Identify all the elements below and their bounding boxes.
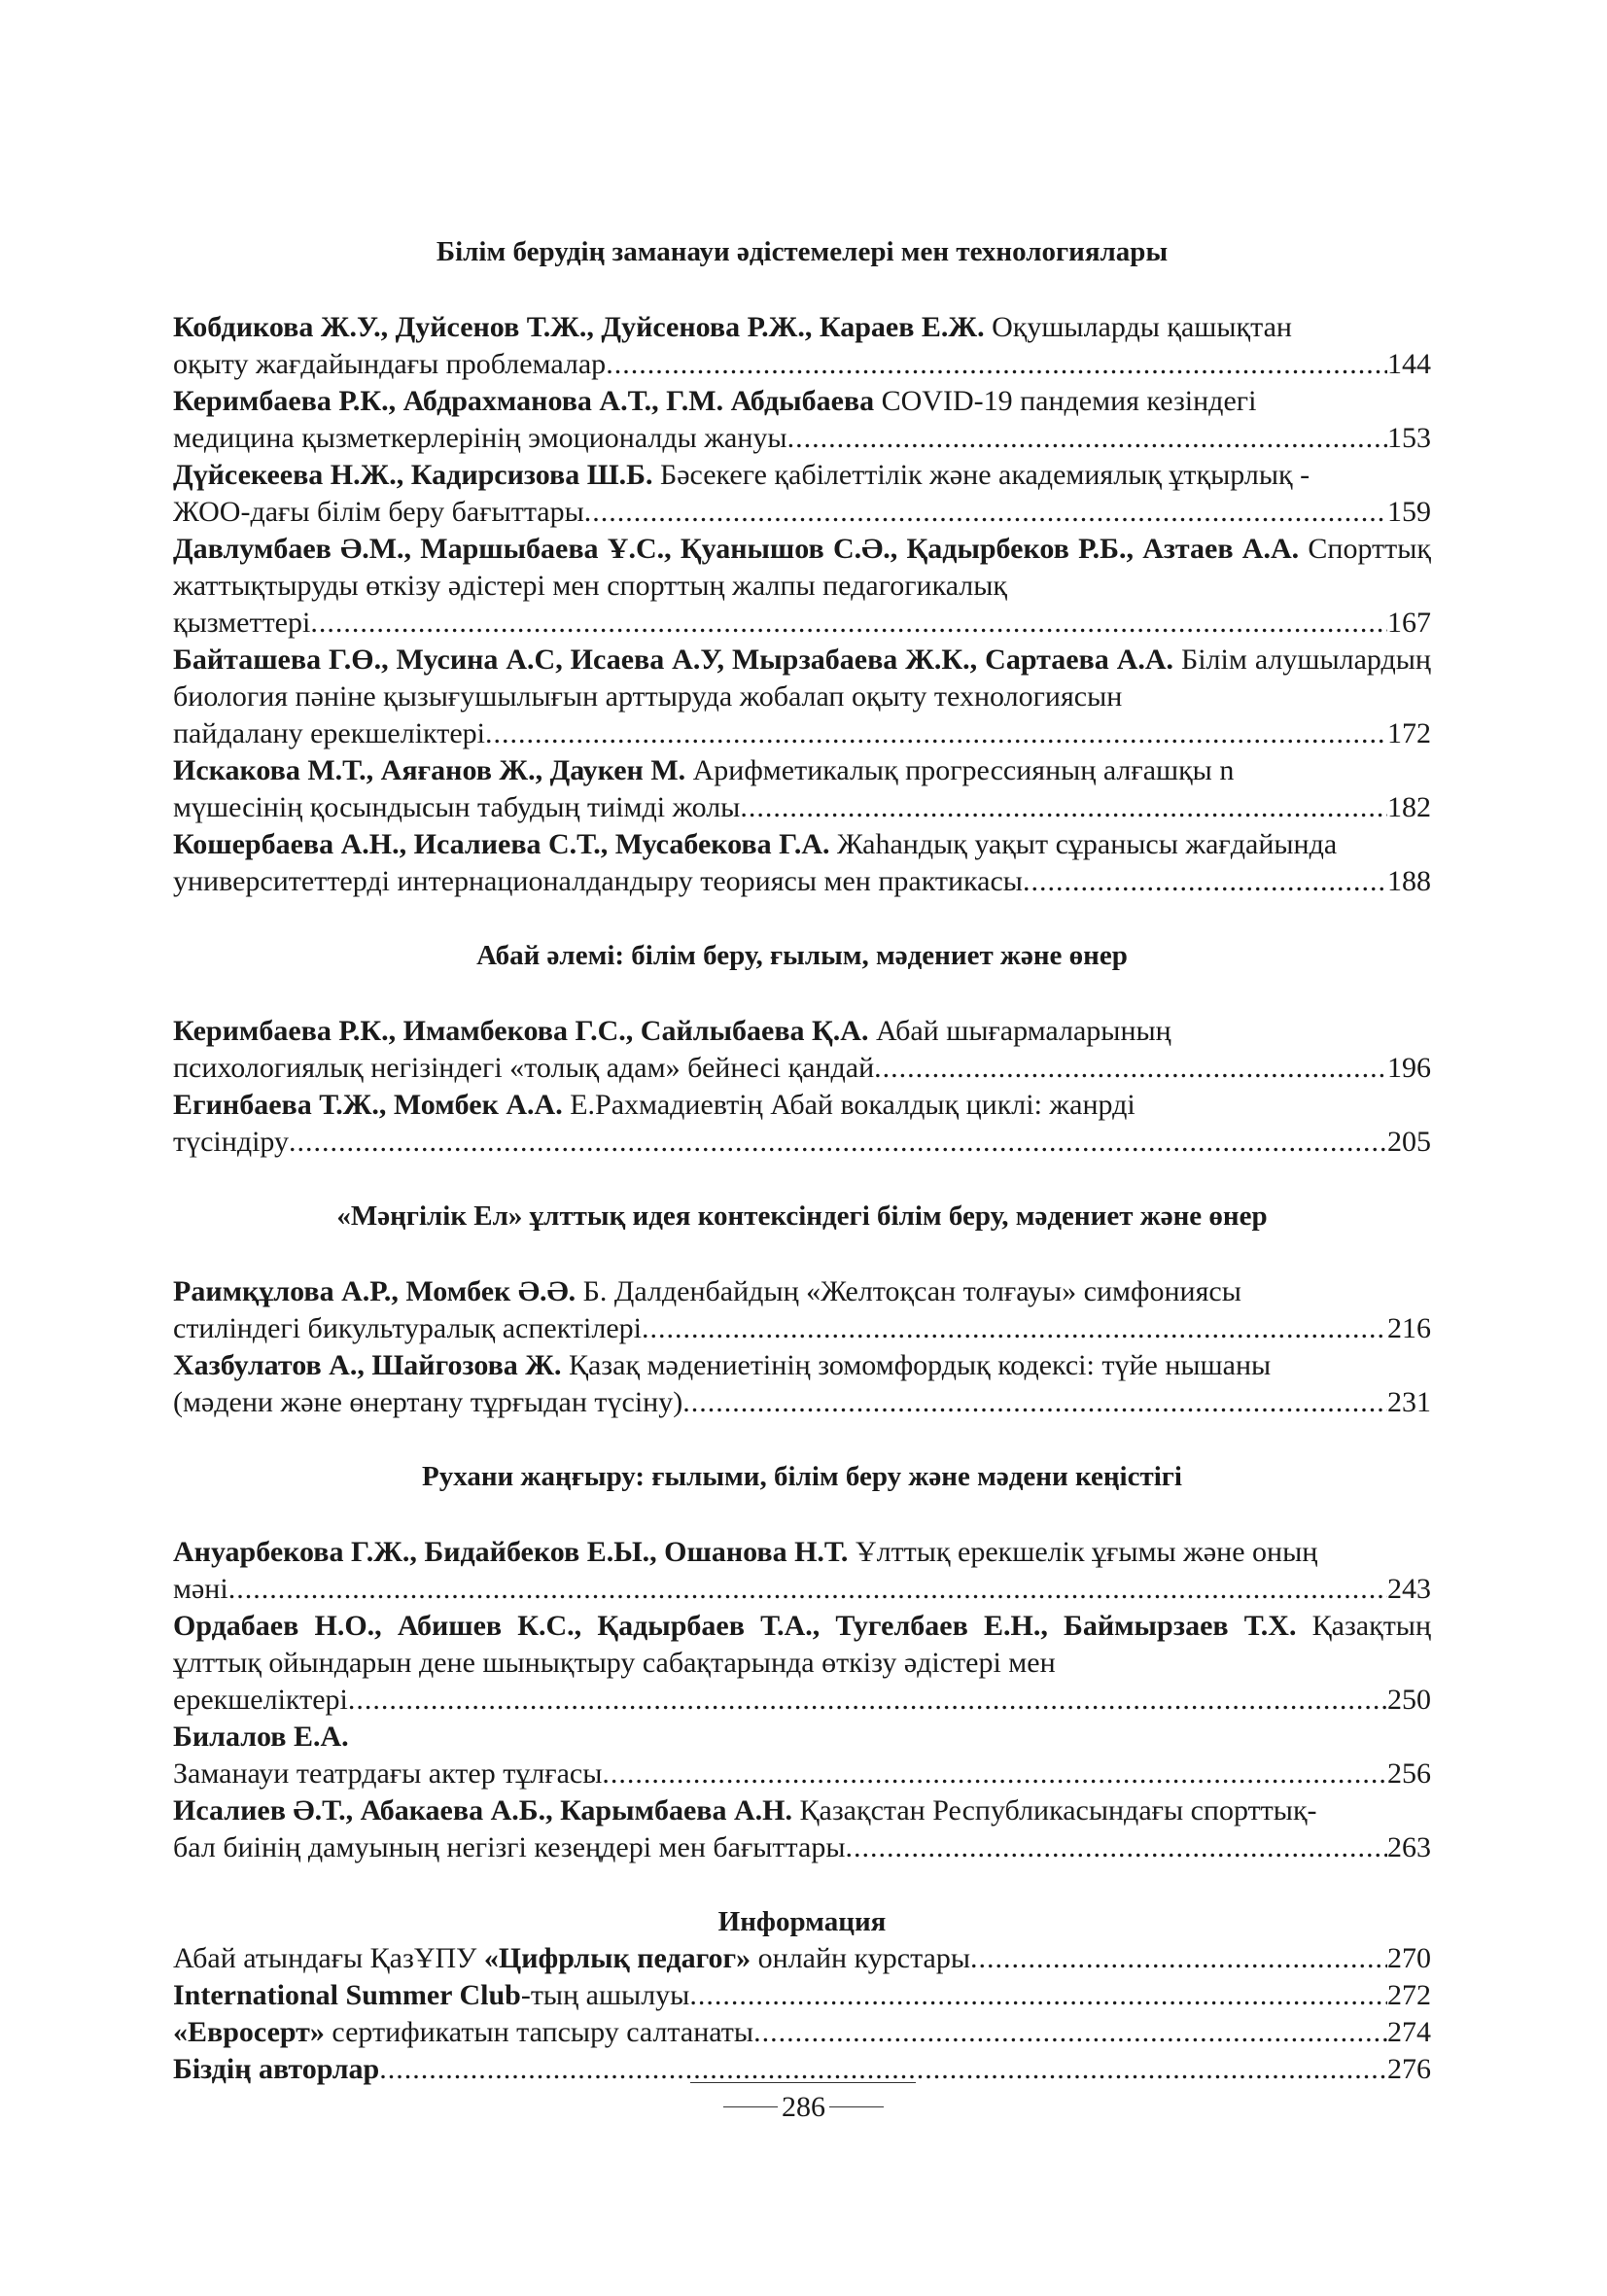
footer-dash-right	[829, 2106, 884, 2107]
info-item-text	[173, 2014, 753, 2051]
dot-leader	[228, 1571, 1387, 1608]
entry-title: Б. Далденбайдың «Желтоқсан толғауы» симфониясы	[582, 1275, 1241, 1307]
info-item[interactable]	[173, 2014, 1431, 2051]
entry-text	[173, 1273, 1431, 1310]
entry-text	[173, 309, 1431, 346]
entry-title-end: (мәдени және өнертану тұрғыдан түсіну)	[173, 1386, 683, 1418]
page-number: 286	[782, 2090, 825, 2123]
entry-authors: Керимбаева Р.К., Имамбекова Г.С., Сайлыбаева Қ.А.	[173, 1015, 869, 1047]
entry-title: Абай шығармаларының	[875, 1015, 1171, 1047]
dot-leader	[348, 1682, 1387, 1719]
entry-tail	[173, 605, 1431, 642]
toc-entry[interactable]	[173, 1792, 1431, 1866]
toc-entry[interactable]	[173, 457, 1431, 531]
entry-text	[173, 826, 1431, 863]
entry-page: 167	[1387, 607, 1431, 639]
entry-text	[173, 752, 1431, 789]
entry-title-end: университеттерді интернационалдандыру теориясы мен практикасы	[173, 865, 1023, 897]
dot-leader	[874, 1050, 1387, 1087]
info-bold: International Summer Club	[173, 1979, 521, 2011]
entry-title: Білім алушылардың биология пәніне қызығушылығын арттыруда жобалап оқыту технологиясын	[173, 644, 1431, 713]
entry-title-end: ерекшеліктері	[173, 1684, 348, 1716]
entry-authors: Хазбулатов А., Шайгозова Ж.	[173, 1349, 562, 1381]
toc-entry[interactable]	[173, 1719, 1431, 1792]
entry-title-end: психологиялық негізіндегі «толық адам» бейнесі қандай	[173, 1052, 875, 1084]
dot-leader	[584, 494, 1387, 531]
toc-entry[interactable]	[173, 1347, 1431, 1421]
entry-authors: Кошербаева А.Н., Исалиева С.Т., Мусабекова Г.А.	[173, 828, 830, 860]
entry-authors: Ануарбекова Г.Ж., Бидайбеков Е.Ы., Ошанова Н.Т.	[173, 1536, 849, 1568]
footer-rule	[690, 2082, 916, 2083]
entry-authors: Давлумбаев Ә.М., Маршыбаева Ұ.С., Қуанышов С.Ә., Қадырбеков Р.Б., Азтаев А.А.	[173, 533, 1300, 565]
toc-entry[interactable]	[173, 1608, 1431, 1719]
footer-dash-left	[723, 2106, 778, 2107]
entry-page: 231	[1387, 1386, 1431, 1418]
toc-entry[interactable]	[173, 642, 1431, 752]
entry-title-end: мүшесінің қосындысын табудың тиімді жолы	[173, 791, 741, 823]
entry-title: Спорттық жаттықтыруды өткізу әдістері мен спорттың жалпы педагогикалық	[173, 533, 1432, 602]
entry-text	[173, 1534, 1431, 1571]
entry-text	[173, 1608, 1431, 1682]
dot-leader	[602, 1756, 1387, 1792]
toc-entry[interactable]	[173, 531, 1431, 642]
entry-title: Қазақтың ұлттық ойындарын дене шынықтыру сабақтарында өткізу әдістері мен	[173, 1610, 1432, 1679]
info-post: -тың ашылуы	[520, 1979, 690, 2011]
dot-leader	[1023, 863, 1387, 900]
entry-tail	[173, 1682, 1431, 1719]
entry-authors: Билалов Е.А.	[173, 1721, 349, 1753]
entry-text	[173, 1719, 1431, 1756]
toc-entry[interactable]	[173, 383, 1431, 457]
entry-title: Қазақстан Республикасындағы спорттық-	[799, 1794, 1317, 1826]
entry-title: Бәсекеге қабілеттілік және академиялық ұтқырлық -	[660, 459, 1310, 491]
info-page: 274	[1387, 2016, 1431, 2048]
entry-tail	[173, 789, 1431, 826]
entry-title-end: қызметтері	[173, 607, 311, 639]
entry-authors: Раимқұлова А.Р., Момбек Ә.Ә.	[173, 1275, 576, 1307]
entry-title-end: ЖОО-дағы білім беру бағыттары	[173, 496, 584, 528]
entry-title: Ұлттық ерекшелік ұғымы және оның	[855, 1536, 1318, 1568]
dot-leader	[787, 420, 1387, 457]
toc-entry[interactable]	[173, 1087, 1431, 1161]
entry-text	[173, 1087, 1431, 1124]
entry-authors: Исалиев Ә.Т., Абакаева А.Б., Карымбаева А.Н.	[173, 1794, 792, 1826]
dot-leader	[970, 1940, 1387, 1977]
info-bold: «Евросерт»	[173, 2016, 325, 2048]
table-of-contents	[173, 233, 1431, 2088]
info-page: 276	[1387, 2053, 1431, 2085]
entry-tail	[173, 346, 1431, 383]
entry-page: 188	[1387, 865, 1431, 897]
dot-leader	[682, 1384, 1387, 1421]
dot-leader	[740, 789, 1387, 826]
info-page: 270	[1387, 1942, 1431, 1974]
dot-leader	[606, 346, 1387, 383]
entry-page: 182	[1387, 791, 1431, 823]
entry-page: 205	[1387, 1126, 1431, 1158]
entry-tail	[173, 1050, 1431, 1087]
entry-page: 172	[1387, 717, 1431, 749]
entry-text	[173, 1347, 1431, 1384]
info-pre: Абай атындағы ҚазҰПУ	[173, 1942, 484, 1974]
info-bold: Біздің авторлар	[173, 2053, 380, 2085]
toc-entry[interactable]	[173, 826, 1431, 900]
entry-title-end: оқыту жағдайындағы проблемалар	[173, 348, 607, 380]
entry-title-end: стиліндегі бикультуралық аспектілері	[173, 1312, 642, 1344]
entry-text	[173, 457, 1431, 494]
page-footer	[0, 2082, 1607, 2124]
entry-tail	[173, 1384, 1431, 1421]
info-item[interactable]	[173, 1977, 1431, 2014]
entry-authors: Егинбаева Т.Ж., Момбек А.А.	[173, 1089, 563, 1121]
entry-title: Оқушыларды қашықтан	[992, 311, 1292, 343]
section-title: Абай әлемі: білім беру, ғылым, мәдениет және өнер	[476, 940, 1128, 971]
entry-tail	[173, 1310, 1431, 1347]
info-item-text	[173, 1977, 689, 2014]
dot-leader	[289, 1124, 1387, 1161]
entry-tail	[173, 1571, 1431, 1608]
entry-text	[173, 642, 1431, 715]
entry-title: Арифметикалық прогрессияның алғашқы n	[692, 754, 1235, 786]
info-post: онлайн курстары	[751, 1942, 971, 1974]
entry-page: 196	[1387, 1052, 1431, 1084]
entry-page: 256	[1387, 1757, 1431, 1790]
info-bold: «Цифрлық педагог»	[483, 1942, 751, 1974]
entry-page: 159	[1387, 496, 1431, 528]
entry-title-end: мәні	[173, 1573, 228, 1605]
entry-page: 216	[1387, 1312, 1431, 1344]
section-title: «Мәңгілік Ел» ұлттық идея контексіндегі білім беру, мәдениет және өнер	[336, 1200, 1268, 1232]
entry-page: 250	[1387, 1684, 1431, 1716]
info-page: 272	[1387, 1979, 1431, 2011]
dot-leader	[753, 2014, 1387, 2051]
info-item-text	[173, 1940, 970, 1977]
entry-title-end: түсіндіру	[173, 1126, 290, 1158]
entry-title-end: бал биінің дамуының негізгі кезеңдері мен бағыттары	[173, 1831, 846, 1863]
entry-page: 144	[1387, 348, 1431, 380]
dot-leader	[642, 1310, 1387, 1347]
entry-page: 153	[1387, 422, 1431, 454]
entry-authors: Байташева Г.Ө., Мусина А.С, Исаева А.У, Мырзабаева Ж.К., Сартаева А.А.	[173, 644, 1174, 676]
toc-entry[interactable]	[173, 1534, 1431, 1608]
toc-entry[interactable]	[173, 1273, 1431, 1347]
entry-authors: Керимбаева Р.К., Абдрахманова А.Т., Г.М. Абдыбаева	[173, 385, 875, 417]
entry-title: Жаһандық уақыт сұранысы жағдайында	[837, 828, 1338, 860]
info-title: Информация	[717, 1906, 887, 1937]
entry-tail	[173, 420, 1431, 457]
entry-authors: Ордабаев Н.О., Абишев К.С., Қадырбаев Т.А., Тугелбаев Е.Н., Баймырзаев Т.Х.	[173, 1610, 1297, 1642]
entry-text	[173, 1013, 1431, 1050]
toc-entry[interactable]	[173, 1013, 1431, 1087]
info-item[interactable]	[173, 1940, 1431, 1977]
entry-title: COVID-19 пандемия кезіндегі	[881, 385, 1257, 417]
entry-authors: Искакова М.Т., Аяғанов Ж., Даукен М.	[173, 754, 686, 786]
entry-tail	[173, 863, 1431, 900]
toc-entry[interactable]	[173, 309, 1431, 383]
entry-text	[173, 383, 1431, 420]
entry-text	[173, 1792, 1431, 1829]
entry-tail	[173, 1829, 1431, 1866]
entry-title-end: Заманауи театрдағы актер тұлғасы	[173, 1757, 603, 1790]
dot-leader	[689, 1977, 1387, 2014]
entry-text	[173, 531, 1431, 605]
dot-leader	[846, 1829, 1388, 1866]
entry-title-end: медицина қызметкерлерінің эмоционалды жануы	[173, 422, 787, 454]
entry-title: Қазақ мәдениетінің зомомфордық кодексі: түйе нышаны	[568, 1349, 1272, 1381]
entry-page: 243	[1387, 1573, 1431, 1605]
entry-title-end: пайдалану ерекшеліктері	[173, 717, 485, 749]
entry-authors: Кобдикова Ж.У., Дуйсенов Т.Ж., Дуйсенова Р.Ж., Караев Е.Ж.	[173, 311, 985, 343]
section-title: Рухани жаңғыру: ғылыми, білім беру және мәдени кеңістігі	[422, 1461, 1182, 1492]
section-title: Білім берудің заманауи әдістемелері мен технологиялары	[436, 236, 1169, 267]
toc-entry[interactable]	[173, 752, 1431, 826]
dot-leader	[310, 605, 1387, 642]
dot-leader	[485, 715, 1387, 752]
entry-tail	[173, 494, 1431, 531]
info-post: сертификатын тапсыру салтанаты	[324, 2016, 754, 2048]
entry-page: 263	[1387, 1831, 1431, 1863]
entry-title: Е.Рахмадиевтің Абай вокалдық циклі: жанрді	[570, 1089, 1135, 1121]
entry-tail	[173, 1124, 1431, 1161]
entry-authors: Дүйсекеева Н.Ж., Кадирсизова Ш.Б.	[173, 459, 653, 491]
entry-tail	[173, 715, 1431, 752]
entry-tail	[173, 1756, 1431, 1792]
